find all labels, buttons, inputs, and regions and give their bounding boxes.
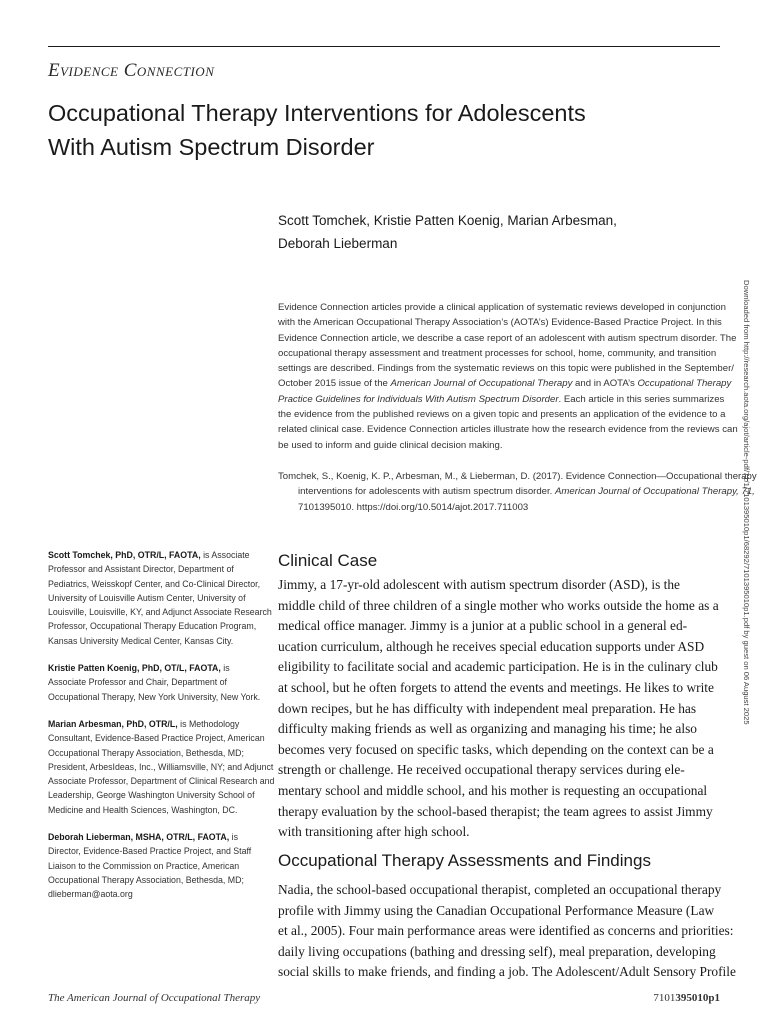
author-bio: Kristie Patten Koenig, PhD, OT/L, FAOTA, is Associate Professor and Chair, Department of Occupational Therapy, New York University, New York.: [48, 663, 261, 702]
journal-name: The American Journal of Occupational Therapy: [48, 992, 261, 1004]
assessments-body: Nadia, the school-based occupational therapist, completed an occupational therapy profile with Jimmy using the Canadian Occupational Performance Measure (Law et al., 2005). Four main performance areas were identified as concerns and priorities: daily living occupations (bathing and dressing self), meal preparation, developing social skills to make friends, and finding a job. The Adolescent/Adult Sensory Profile: [278, 882, 736, 980]
citation: [278, 469, 757, 515]
title-line: Occupational Therapy Interventions for Adolescents: [48, 100, 586, 126]
download-note: Downloaded from http://research.aota.org/ajot/article-pdf/71/1/7101395010p1/68292/7101395010p1.pdf by guest on 06 August 2025: [742, 280, 751, 725]
abstract: [278, 300, 738, 453]
abstract-line: the evidence from the published reviews on a given topic and presents an application of the evidence to a: [278, 409, 726, 421]
citation-line: interventions for adolescents with autism spectrum disorder. American Journal of Occupational Therapy, 71,: [298, 486, 755, 498]
author-list: [278, 209, 718, 255]
abstract-line: settings are described. Findings from the systematic reviews on this topic were published in the September/: [278, 363, 734, 375]
section-heading-clinical-case: Clinical Case: [278, 551, 378, 570]
author-bios: [48, 548, 275, 915]
abstract-line: Practice Guidelines for Individuals With Autism Spectrum Disorder. Each article in this series summarizes: [278, 393, 725, 405]
clinical-case-body: Jimmy, a 17-yr-old adolescent with autism spectrum disorder (ASD), is the middle child of three children of a single mother who works outside the home as a medical office manager. Jimmy is a junior at a public school in a general ed- ucation curriculum, although he receives special education supports under ASD eligibility to facilitate social and academic participation. He is in the culinary club at school, but he often forgets to attend the events and meetings. He likes to write down recipes, but he has difficulty with independent meal preparation. He has difficulty making friends as well as organizing and managing his time; he also becomes very focused on specific tasks, which depending on the context can be a strength or challenge. He received occupational therapy services during ele- mentary school and middle school, and his mother is requesting an occupational therapy evaluation by the school-based therapist; the team agrees to assist Jimmy with transitioning after high school.: [278, 577, 719, 840]
author-bio: Marian Arbesman, PhD, OTR/L, is Methodology Consultant, Evidence-Based Practice Project, American Occupational Therapy Association, Bethesda, MD; President, ArbesIdeas, Inc., Williamsville, NY; and Adjunct Associate Professor, Department of Clinical Research and Leadership, George Washington University School of Medicine and Health Sciences, Washington, DC.: [48, 718, 275, 815]
abstract-line: Evidence Connection article, we describe a case report of an adolescent with autism spectrum disorder. The: [278, 332, 737, 344]
abstract-line: October 2015 issue of the American Journal of Occupational Therapy and in AOTA’s Occupational Therapy: [278, 378, 732, 390]
section-heading-assessments: Occupational Therapy Assessments and Findings: [278, 851, 651, 870]
title-line: With Autism Spectrum Disorder: [48, 134, 375, 160]
abstract-line: be used to inform and guide clinical decision making.: [278, 439, 503, 451]
author-bio: Scott Tomchek, PhD, OTR/L, FAOTA, is Associate Professor and Assistant Director, Department of Pediatrics, Weisskopf Center, and Co-Clinical Director, University of Louisville Autism Center, University of Louisville, Louisville, KY, and Adjunct Associate Research Professor, Occupational Therapy Education Program, Kansas University Medical Center, Kansas City.: [48, 550, 272, 646]
article-title: [48, 96, 720, 164]
citation-line: Tomchek, S., Koenig, K. P., Arbesman, M., & Lieberman, D. (2017). Evidence Connection—Occupational therapy: [278, 471, 757, 482]
top-rule: [48, 46, 720, 47]
author-line: Scott Tomchek, Kristie Patten Koenig, Marian Arbesman,: [278, 213, 617, 228]
abstract-line: related clinical case. Evidence Connection articles illustrate how the research evidence from the reviews can: [278, 424, 738, 436]
page-number: 7101395010p1: [653, 992, 720, 1004]
section-label: Evidence Connection: [48, 60, 215, 81]
author-bio: Deborah Lieberman, MSHA, OTR/L, FAOTA, is Director, Evidence-Based Practice Project, and Staff Liaison to the Commission on Practice, American Occupational Therapy Association, Bethesda, MD; dlieberman@aota.org: [48, 832, 252, 900]
citation-line: 7101395010. https://doi.org/10.5014/ajot.2017.711003: [298, 501, 529, 513]
abstract-line: with the American Occupational Therapy Association’s (AOTA’s) Evidence-Based Practice Project. In this: [278, 317, 722, 329]
author-line: Deborah Lieberman: [278, 236, 398, 251]
abstract-line: occupational therapy assessment and treatment processes for school, home, community, and transition: [278, 347, 717, 359]
abstract-line: Evidence Connection articles provide a clinical application of systematic reviews developed in conjunction: [278, 302, 726, 313]
